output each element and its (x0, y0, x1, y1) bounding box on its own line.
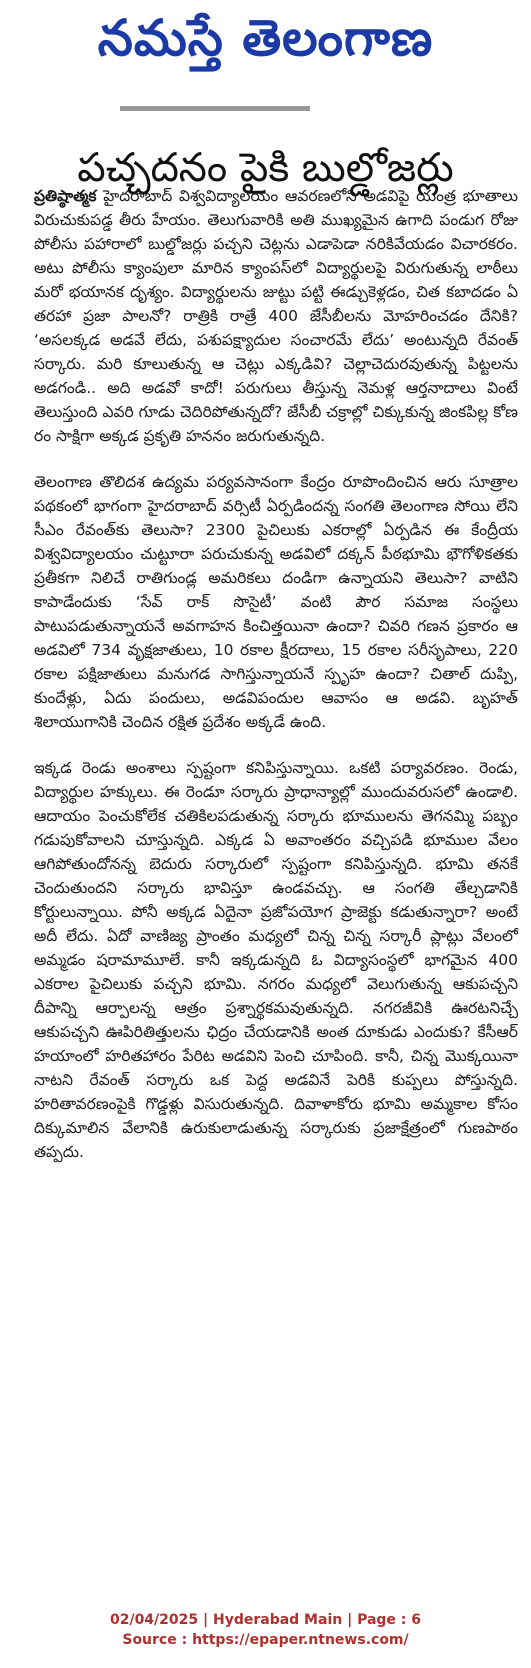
article-body (34, 184, 518, 1186)
article-headline: పచ్చదనం పైకి బుల్డోజర్లు (77, 144, 454, 191)
masthead (0, 0, 531, 90)
article-paragraph: ఇక్కడ రెండు అంశాలు స్పష్టంగా కనిపిస్తున్నాయి. ఒకటి పర్యావరణం. రెండు, విద్యార్థుల హక్కులు. ఈ రెండూ సర్కారు ప్రాధాన్యాల్లో ముందువరుసలో ఉండాలి. ఆదాయం పెంచుకోలేక చతికిలపడుతున్న సర్కారు భూములను తెగనమ్మి పబ్బం గడుపుకోవాలని చూస్తున్నది. ఎక్కడ ఏ అవాంతరం వచ్చిపడి భూముల వేలం ఆగిపోతుందోనన్న బెదురు సర్కారులో స్పష్టంగా కనిపిస్తున్నది. భూమి తనకే చెందుతుందని సర్కారు భావిస్తూ ఉండవచ్చు. ఆ సంగతి తేల్చడానికి కోర్టులున్నాయి. పోనీ అక్కడ ఏదైనా ప్రజోపయోగ ప్రాజెక్టు కడుతున్నారా? అంటే అదీ లేదు. ఏదో వాణిజ్య ప్రాంతం మధ్యలో చిన్న చిన్న సర్కారీ ప్లాట్లు వేలంలో అమ్మడం షరామామూలే. కానీ ఇక్కడున్నది ఓ విద్యాసంస్థలో భాగమైన 400 ఎకరాల పైచిలుకు పచ్చని భూమి. నగరం మధ్యలో వెలుగుతున్న ఆకుపచ్చని దీపాన్ని ఆర్పాలన్న ఆత్రం ప్రశ్నార్థకమవుతున్నది. నగరజీవికి ఊరటనిచ్చే ఆకుపచ్చని ఊపిరితిత్తులను ఛిద్రం చేయడానికి అంత దూకుడు ఎందుకు? కేసీఆర్ హయాంలో హరితహారం పేరిట అడవిని పెంచి చూపింది. కానీ, చిన్న మొక్కయినా నాటని రేవంత్ సర్కారు ఒక పెద్ద అడవినే పెరికి కుప్పలు పోస్తున్నది. హరితావరణంపైకి గొడ్డళ్లు విసురుతున్నది. దివాళాకోరు భూమి అమ్మకాల కోసం దిక్కుమాలిన వేలానికి ఉరుకులాడుతున్న సర్కారుకు ప్రజాక్షేత్రంలో గుణపాఠం తప్పదు. (34, 759, 518, 1161)
article-paragraph (34, 184, 518, 448)
footer-edition-info: 02/04/2025 | Hyderabad Main | Page : 6 (109, 1612, 422, 1628)
paragraph-text: హైదరాబాద్ విశ్వవిద్యాలయం ఆవరణలోని అడవిపై యంత్ర భూతాలు విరుచుకుపడ్డ తీరు హేయం. తెలుగువారికి అతి ముఖ్యమైన ఉగాది పండుగ రోజు పోలీసు పహారాలో బుల్డోజర్లు పచ్చని చెట్లను ఎడాపెడా నరికివేయడం విచారకరం. అటు పోలీసు క్యాంపులా మారిన క్యాంపస్‌లో విద్యార్థులపై విరుగుతున్న లాఠీలు మరో భయానక దృశ్యం. విద్యార్థులను జుట్టు పట్టి ఈడ్చుకెళ్లడం, చిత కబాదడం ఏ తరహా ప్రజా పాలనో? రాత్రికి రాత్రే 400 జేసీబీలను మోహరించడం దేనికి? ‘అసలక్కడ అడవే లేదు, పశుపక్ష్యాదుల సంచారమే లేదు’ అంటున్నది రేవంత్ సర్కారు. మరి కూలుతున్న ఆ చెట్లు ఎక్కడివి? చెల్లాచెదురవుతున్న పిట్టలను అడగండి.. అది అడవో కాదో! పరుగులు తీస్తున్న నెమళ్ల ఆర్తనాదాలు వింటే తెలుస్తుంది ఎవరి గూడు చెదిరిపోతున్నదో? జేసీబీ చక్రాల్లో చిక్కుకున్న జింకపిల్ల కోణ రం సాక్షిగా అక్కడ ప్రకృతి హననం జరుగుతున్నది. (34, 187, 518, 445)
dateline: ప్రతిష్ఠాత్మక (34, 187, 97, 205)
article-paragraph: తెలంగాణ తొలిదశ ఉద్యమ పర్యవసానంగా కేంద్రం రూపొందించిన ఆరు సూత్రాల పథకంలో భాగంగా హైదరాబాద్ వర్సిటీ ఏర్పడిందన్న సంగతి తెలంగాణ సోయి లేని సీఎం రేవంత్‌కు తెలుసా? 2300 పైచిలుకు ఎకరాల్లో ఏర్పడిన ఈ కేంద్రీయ విశ్వవిద్యాలయం చుట్టూరా పరుచుకున్న అడవిలో దక్కన్ పీఠభూమి భౌగోళికతకు ప్రతీకగా నిలిచే రాతిగుండ్ల అమరికలు దండిగా ఉన్నాయని తెలుసా? వాటిని కాపాడేందుకు ‘సేవ్ రాక్ సొసైటీ’ వంటి పౌర సమాజ సంస్థలు పాటుపడుతున్నాయనే అవగాహన కించిత్తయినా ఉందా? చివరి గణన ప్రకారం ఆ అడవిలో 734 వృక్షజాతులు, 10 రకాల క్షీరదాలు, 15 రకాల సరీసృపాలు, 220 రకాల పక్షిజాతులు మనుగడ సాగిస్తున్నాయనే స్పృహ ఉందా? చితాల్ దుప్పి, కుందేళ్లు, ఏదు పందులు, అడవిపందుల ఆవాసం ఆ అడవి. బృహత్ శిలాయుగానికి చెందిన రక్షిత ప్రదేశం అక్కడే ఉంది. (34, 473, 518, 731)
footer (0, 1610, 531, 1650)
footer-source: Source : https://epaper.ntnews.com/ (122, 1632, 409, 1648)
cropped-header-remnant (120, 94, 310, 111)
newspaper-logo: నమస్తే తెలంగాణ (97, 9, 434, 67)
